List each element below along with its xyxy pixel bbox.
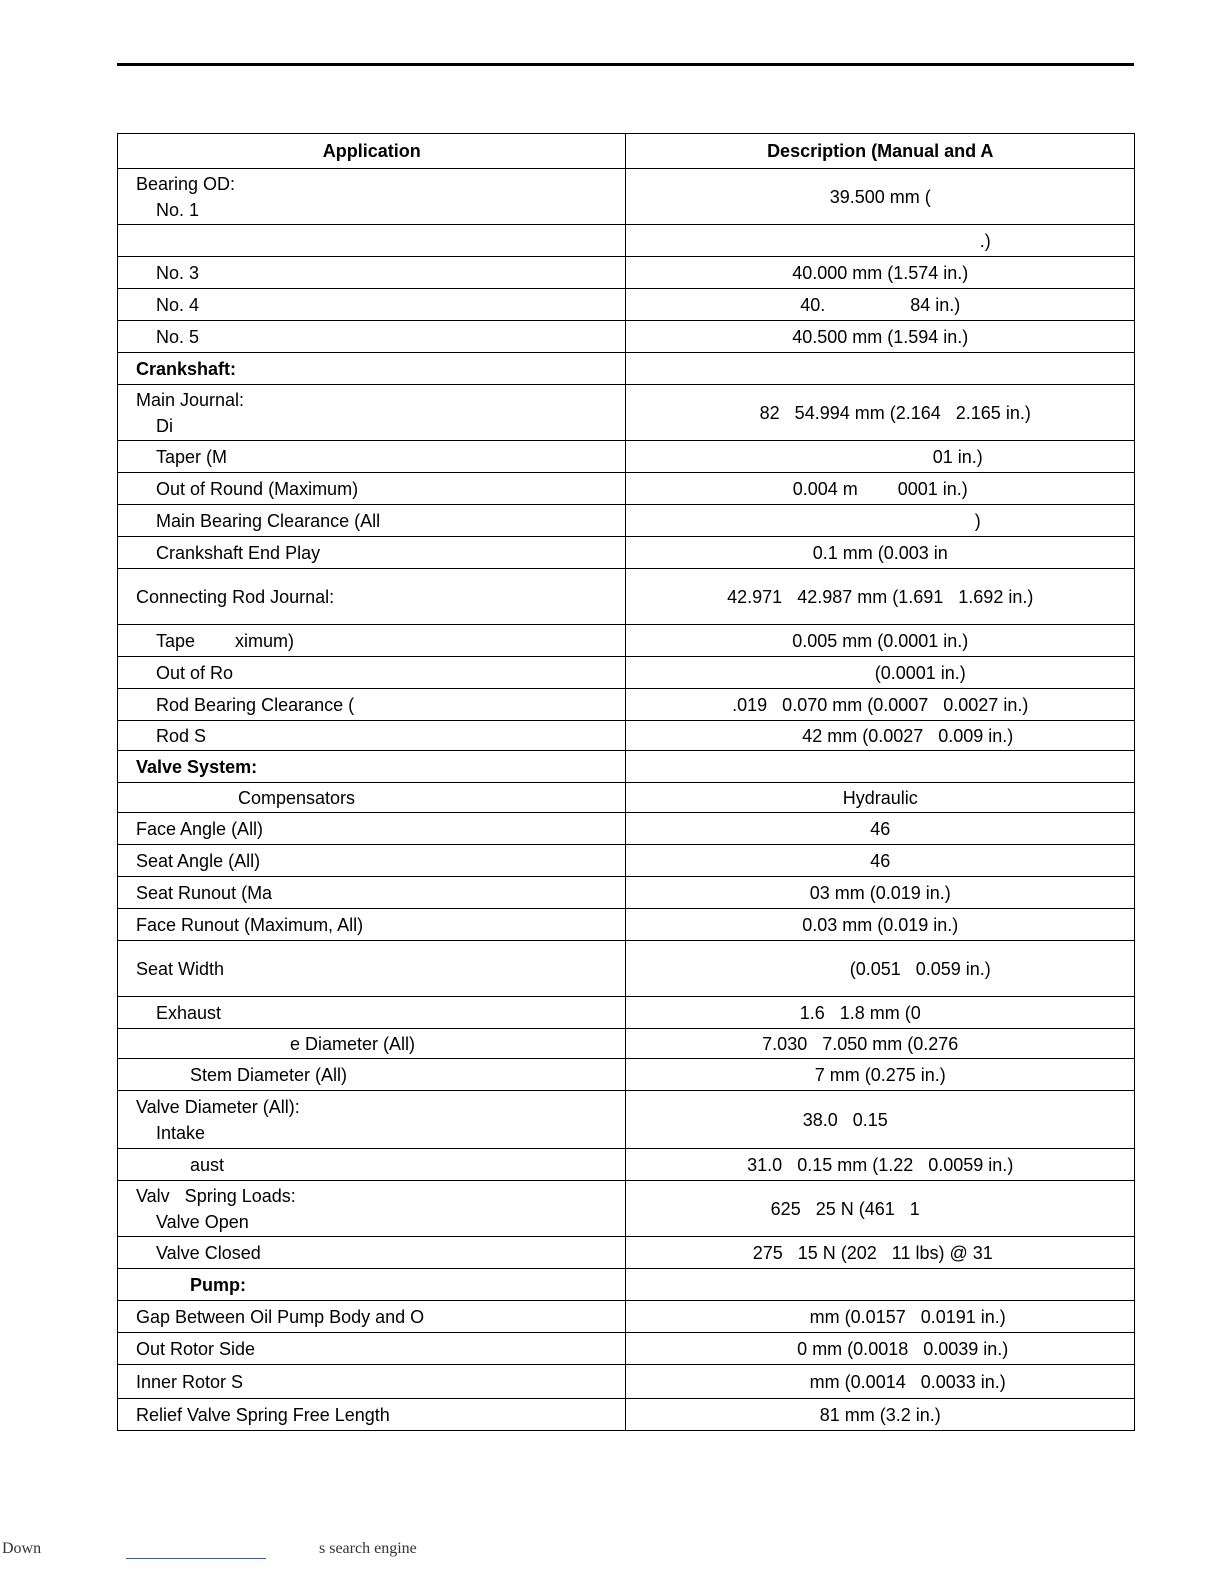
application-cell <box>118 1091 626 1149</box>
table-row <box>118 813 1135 845</box>
description-cell <box>626 1091 1135 1149</box>
application-cell <box>118 569 626 625</box>
description-cell <box>626 473 1135 505</box>
description-text: 1.6 1.8 mm (0 <box>799 1002 961 1023</box>
application-text: Connecting Rod Journal: <box>136 586 335 607</box>
description-text: 38.0 0.15 <box>802 1109 958 1130</box>
description-cell <box>626 1399 1135 1431</box>
application-cell <box>118 1029 626 1059</box>
table-row <box>118 569 1135 625</box>
footer-link[interactable] <box>126 1540 266 1559</box>
description-text: .019 0.070 mm (0.0007 0.0027 in.) <box>732 694 1029 715</box>
application-text: Out Rotor Side <box>136 1338 256 1359</box>
application-text: Out of Round (Maximum) <box>156 478 359 499</box>
description-cell <box>626 813 1135 845</box>
application-text: Intake <box>156 1122 206 1143</box>
application-text: Stem Diameter (All) <box>190 1064 348 1085</box>
application-cell <box>118 813 626 845</box>
description-cell <box>626 1029 1135 1059</box>
description-text: 0 mm (0.0018 0.0039 in.) <box>752 1338 1009 1359</box>
footer-text-left: Down <box>2 1540 42 1557</box>
table-row <box>118 751 1135 783</box>
description-text: 42.971 42.987 mm (1.691 1.692 in.) <box>727 586 1034 607</box>
application-text: e Diameter (All) <box>290 1033 416 1054</box>
application-text: Face Runout (Maximum, All) <box>136 914 364 935</box>
description-cell <box>626 505 1135 537</box>
application-cell <box>118 321 626 353</box>
application-text: Inner Rotor S <box>136 1371 244 1392</box>
table-row <box>118 225 1135 257</box>
description-cell <box>626 877 1135 909</box>
application-cell <box>118 877 626 909</box>
application-text: No. 3 <box>156 262 200 283</box>
table-row <box>118 1149 1135 1181</box>
application-cell <box>118 941 626 997</box>
table-row <box>118 537 1135 569</box>
description-cell <box>626 1269 1135 1301</box>
table-row <box>118 257 1135 289</box>
application-text: aust <box>190 1154 225 1175</box>
specification-table <box>117 133 1135 1431</box>
description-cell <box>626 1365 1135 1399</box>
application-cell <box>118 169 626 225</box>
table-row <box>118 1181 1135 1237</box>
description-text: 275 15 N (202 11 lbs) @ 31 <box>752 1242 1008 1263</box>
application-cell <box>118 689 626 721</box>
description-cell <box>626 225 1135 257</box>
description-text: 03 mm (0.019 in.) <box>809 882 951 903</box>
application-text: Di <box>156 415 173 436</box>
application-cell <box>118 353 626 385</box>
table-row <box>118 845 1135 877</box>
application-cell <box>118 1365 626 1399</box>
description-text: 625 25 N (461 1 <box>770 1198 990 1219</box>
description-cell <box>626 537 1135 569</box>
table-row <box>118 169 1135 225</box>
application-cell <box>118 537 626 569</box>
table-row <box>118 1237 1135 1269</box>
table-row <box>118 997 1135 1029</box>
description-text: 0.004 m 0001 in.) <box>792 478 968 499</box>
application-text: Rod S <box>156 725 207 746</box>
application-cell <box>118 751 626 783</box>
application-cell <box>118 505 626 537</box>
table-row <box>118 321 1135 353</box>
application-cell <box>118 1301 626 1333</box>
description-text: (0.0001 in.) <box>794 662 966 683</box>
application-text: Main Journal: <box>136 389 245 410</box>
table-row <box>118 1365 1135 1399</box>
description-text: mm (0.0157 0.0191 in.) <box>754 1306 1006 1327</box>
application-text: Crankshaft: <box>136 358 237 379</box>
application-cell <box>118 1333 626 1365</box>
application-text: No. 4 <box>156 294 200 315</box>
description-cell <box>626 751 1135 783</box>
application-text: Valve System: <box>136 756 258 777</box>
application-cell <box>118 997 626 1029</box>
description-cell <box>626 657 1135 689</box>
table-row <box>118 1029 1135 1059</box>
table-header-row <box>118 134 1135 169</box>
table-row <box>118 505 1135 537</box>
application-cell <box>118 1269 626 1301</box>
application-text: Seat Width <box>136 958 225 979</box>
application-text: Pump: <box>190 1274 246 1295</box>
description-text: 0.005 mm (0.0001 in.) <box>792 630 969 651</box>
application-text: Seat Angle (All) <box>136 850 261 871</box>
description-cell <box>626 353 1135 385</box>
application-text: Rod Bearing Clearance ( <box>156 694 355 715</box>
application-text: Valve Closed <box>156 1242 261 1263</box>
description-text: 01 in.) <box>777 446 983 467</box>
description-cell <box>626 845 1135 877</box>
description-text: 81 mm (3.2 in.) <box>819 1404 941 1425</box>
description-text: 0.1 mm (0.003 in <box>812 542 948 563</box>
application-text: Valv Spring Loads: <box>136 1185 296 1206</box>
application-text: Face Angle (All) <box>136 818 264 839</box>
description-cell <box>626 997 1135 1029</box>
application-text: Crankshaft End Play <box>156 542 321 563</box>
application-cell <box>118 225 626 257</box>
description-text: 40. 84 in.) <box>800 294 961 315</box>
description-text: ) <box>779 510 981 531</box>
footer-text-right: s search engine <box>319 1540 417 1557</box>
table-row <box>118 441 1135 473</box>
application-cell <box>118 657 626 689</box>
description-text: 40.500 mm (1.594 in.) <box>792 326 969 347</box>
application-cell <box>118 441 626 473</box>
table-row <box>118 385 1135 441</box>
description-cell <box>626 441 1135 473</box>
description-cell <box>626 1301 1135 1333</box>
description-text: 39.500 mm ( <box>829 186 931 207</box>
description-cell <box>626 1333 1135 1365</box>
description-cell <box>626 625 1135 657</box>
application-cell <box>118 721 626 751</box>
application-text: Exhaust <box>156 1002 222 1023</box>
application-text: Tape ximum) <box>156 630 295 651</box>
table-row <box>118 353 1135 385</box>
description-cell <box>626 169 1135 225</box>
application-cell <box>118 473 626 505</box>
description-cell <box>626 941 1135 997</box>
application-text: No. 5 <box>156 326 200 347</box>
table-row <box>118 1333 1135 1365</box>
table-row <box>118 783 1135 813</box>
description-cell <box>626 321 1135 353</box>
description-text: 0.03 mm (0.019 in.) <box>802 914 959 935</box>
description-text: 7.030 7.050 mm (0.276 <box>762 1033 999 1054</box>
column-header-description: Description (Manual and A <box>626 134 1135 169</box>
description-cell <box>626 289 1135 321</box>
application-text: Gap Between Oil Pump Body and O <box>136 1306 425 1327</box>
table-row <box>118 1399 1135 1431</box>
application-text: Seat Runout (Ma <box>136 882 273 903</box>
application-cell <box>118 1399 626 1431</box>
application-text: Out of Ro <box>156 662 234 683</box>
application-text: Valve Open <box>156 1211 249 1232</box>
description-cell <box>626 257 1135 289</box>
table-row <box>118 289 1135 321</box>
description-cell <box>626 1181 1135 1237</box>
description-cell <box>626 1237 1135 1269</box>
table-row <box>118 1301 1135 1333</box>
description-cell <box>626 721 1135 751</box>
description-text: 46 <box>870 818 891 839</box>
table-row <box>118 689 1135 721</box>
application-text: Main Bearing Clearance (All <box>156 510 381 531</box>
table-row <box>118 1269 1135 1301</box>
table-row <box>118 1091 1135 1149</box>
application-cell <box>118 909 626 941</box>
description-text: mm (0.0014 0.0033 in.) <box>754 1371 1006 1392</box>
description-text: 7 mm (0.275 in.) <box>814 1064 946 1085</box>
application-cell <box>118 783 626 813</box>
application-cell <box>118 1237 626 1269</box>
table-row <box>118 473 1135 505</box>
application-cell <box>118 1181 626 1237</box>
description-text: Hydraulic <box>842 787 918 808</box>
application-cell <box>118 385 626 441</box>
description-text: 82 54.994 mm (2.164 2.165 in.) <box>729 402 1031 423</box>
table-row <box>118 941 1135 997</box>
application-cell <box>118 1149 626 1181</box>
description-text: 31.0 0.15 mm (1.22 0.0059 in.) <box>747 1154 1014 1175</box>
application-text: No. 1 <box>156 199 200 220</box>
description-cell <box>626 1149 1135 1181</box>
description-cell <box>626 569 1135 625</box>
application-cell <box>118 289 626 321</box>
description-text: (0.051 0.059 in.) <box>769 958 991 979</box>
application-text: Compensators <box>238 787 356 808</box>
description-text: 46 <box>870 850 891 871</box>
table-row <box>118 877 1135 909</box>
application-text: Bearing OD: <box>136 173 236 194</box>
description-text: 40.000 mm (1.574 in.) <box>792 262 969 283</box>
application-cell <box>118 257 626 289</box>
description-cell <box>626 1059 1135 1091</box>
application-cell <box>118 625 626 657</box>
application-text: Valve Diameter (All): <box>136 1096 300 1117</box>
description-text: 42 mm (0.0027 0.009 in.) <box>747 725 1014 746</box>
column-header-application: Application <box>118 134 626 169</box>
table-row <box>118 909 1135 941</box>
description-cell <box>626 385 1135 441</box>
table-row <box>118 1059 1135 1091</box>
top-rule <box>117 63 1134 66</box>
application-cell <box>118 1059 626 1091</box>
description-cell <box>626 689 1135 721</box>
table-row <box>118 721 1135 751</box>
application-text: Relief Valve Spring Free Length <box>136 1404 390 1425</box>
description-cell <box>626 909 1135 941</box>
table-row <box>118 625 1135 657</box>
table-row <box>118 657 1135 689</box>
application-text: Taper (M <box>156 446 228 467</box>
description-text: .) <box>769 230 991 251</box>
description-cell <box>626 783 1135 813</box>
application-cell <box>118 845 626 877</box>
